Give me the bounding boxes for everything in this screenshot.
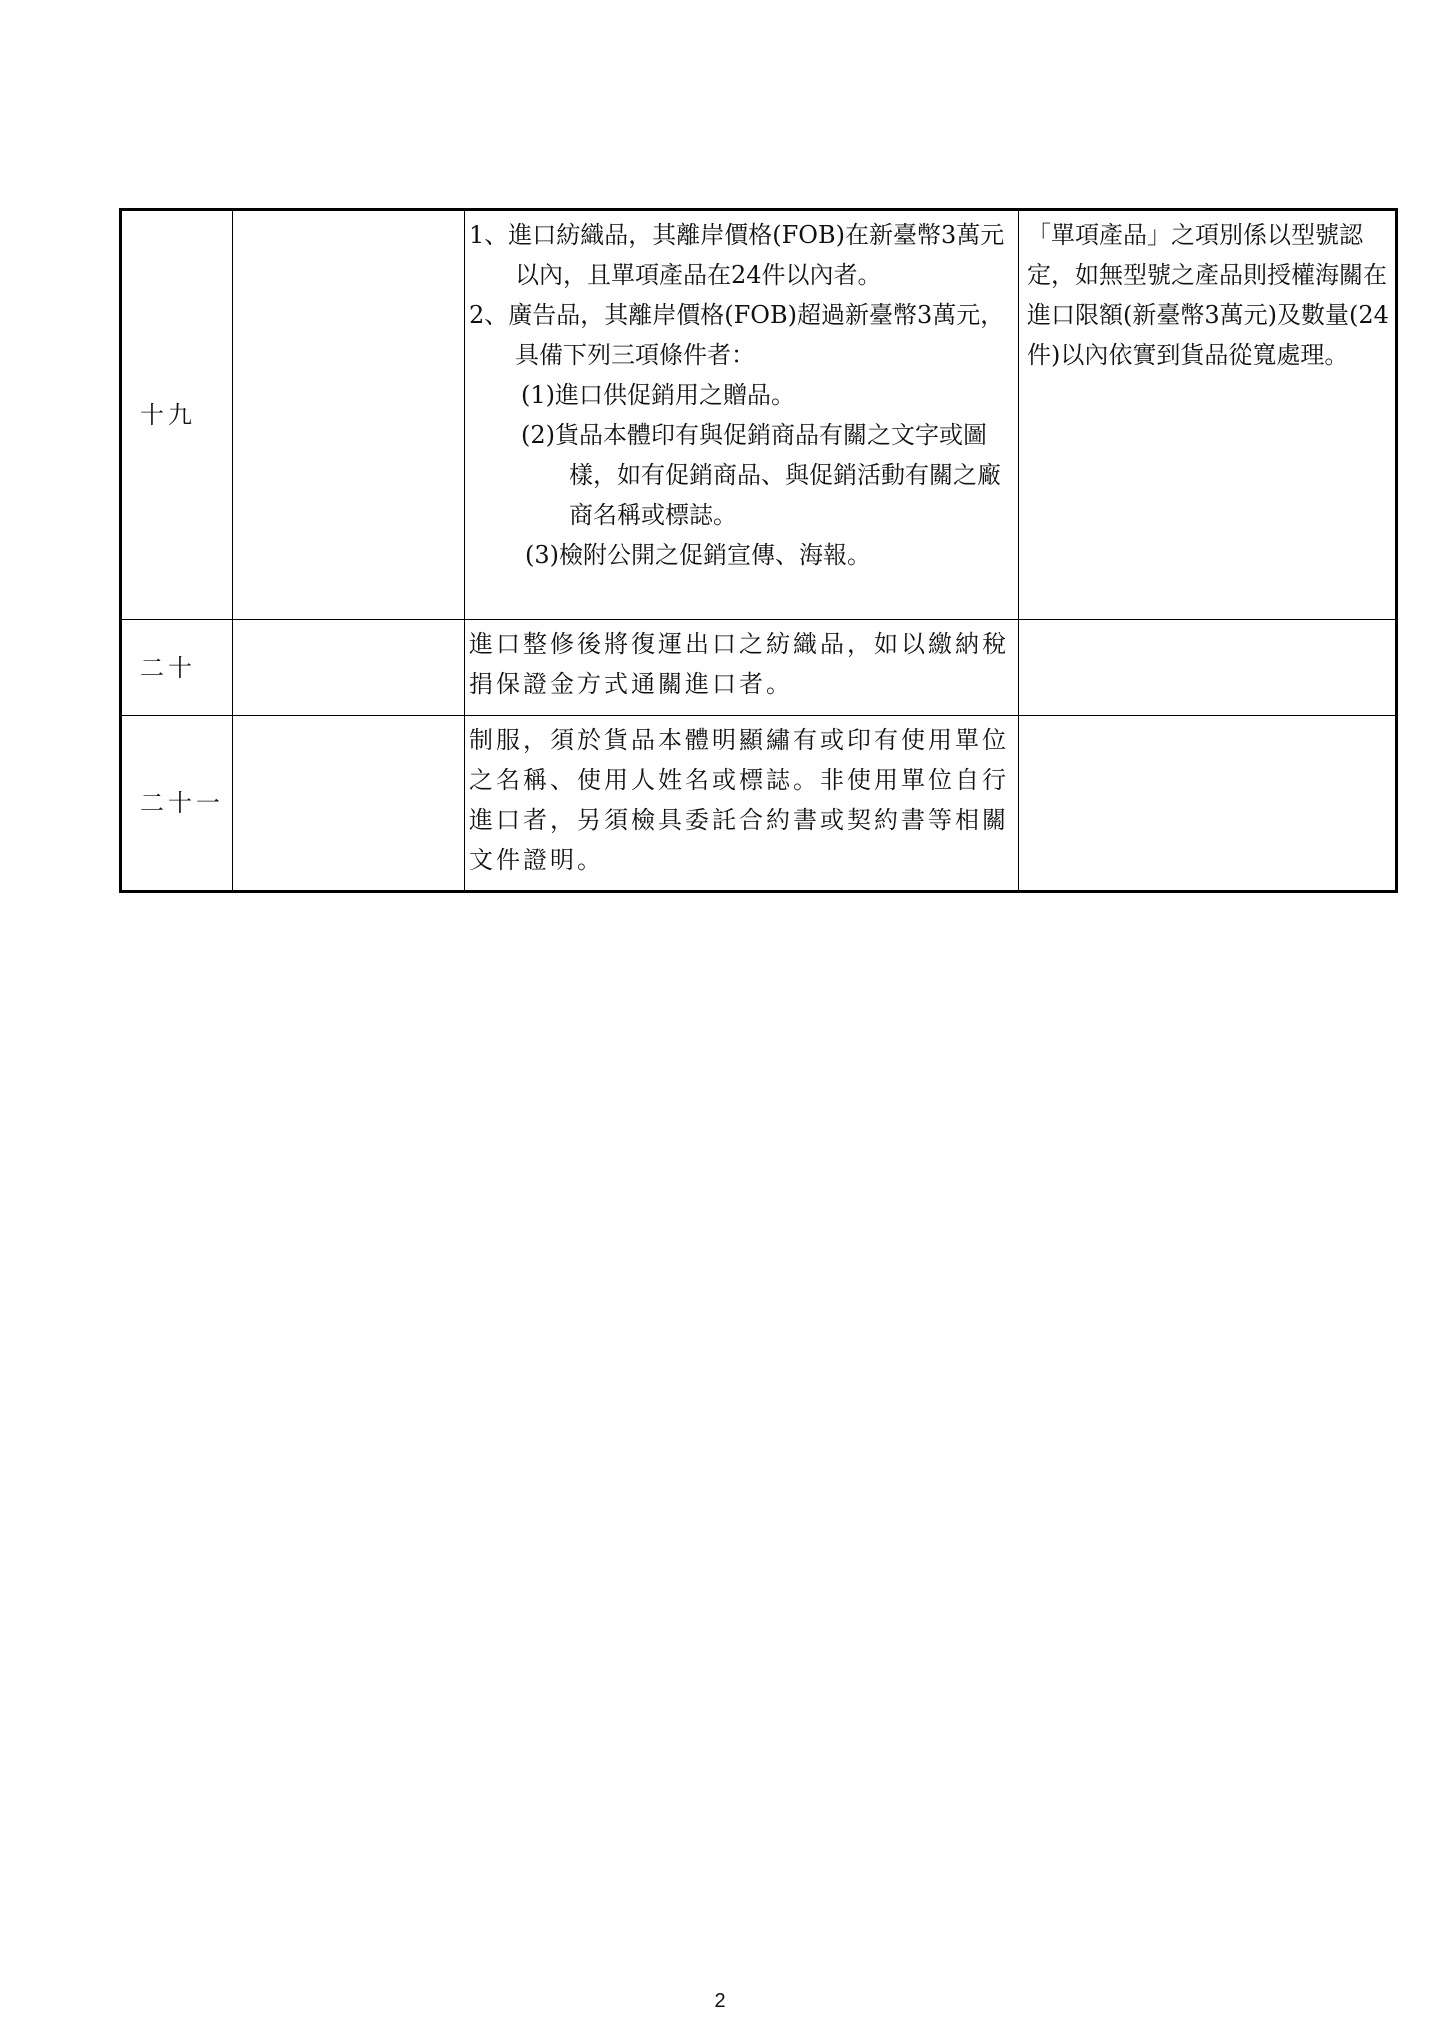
conditions-cell (465, 210, 1019, 620)
condition-item: 1、進口紡織品，其離岸價格(FOB)在新臺幣3萬元以內，且單項產品在24件以內者。 (469, 221, 1005, 289)
row-category-cell (233, 210, 465, 620)
page-number: 2 (714, 1990, 726, 2012)
condition-subitem: (2)貨品本體印有與促銷商品有關之文字或圖樣，如有促銷商品、與促銷活動有關之廠商名稱或標誌。 (521, 421, 1001, 529)
note-cell: 「單項產品」之項別係以型號認定，如無型號之產品則授權海關在進口限額(新臺幣3萬元)及數量(24件)以內依實到貨品從寬處理。 (1019, 210, 1397, 620)
condition-subitem: (3)檢附公開之促銷宣傳、海報。 (525, 541, 871, 569)
condition-item: 制服，須於貨品本體明顯繡有或印有使用單位之名稱、使用人姓名或標誌。非使用單位自行進口者，另須檢具委託合約書或契約書等相關文件證明。 (469, 726, 1009, 874)
conditions-cell (465, 716, 1019, 892)
row-number: 二十一 (121, 716, 233, 892)
condition-subitem: (1)進口供促銷用之贈品。 (521, 381, 795, 409)
table-row (121, 620, 1397, 716)
row-category-cell (233, 620, 465, 716)
condition-item: 進口整修後將復運出口之紡織品，如以繳納稅捐保證金方式通關進口者。 (469, 630, 1009, 698)
note-cell (1019, 620, 1397, 716)
table-row (121, 716, 1397, 892)
table-row (121, 210, 1397, 620)
row-category-cell (233, 716, 465, 892)
row-number: 二十 (121, 620, 233, 716)
row-number: 十九 (121, 210, 233, 620)
regulation-table (119, 208, 1398, 893)
condition-item: 2、廣告品，其離岸價格(FOB)超過新臺幣3萬元，具備下列三項條件者： (469, 301, 1005, 369)
conditions-cell (465, 620, 1019, 716)
note-cell (1019, 716, 1397, 892)
